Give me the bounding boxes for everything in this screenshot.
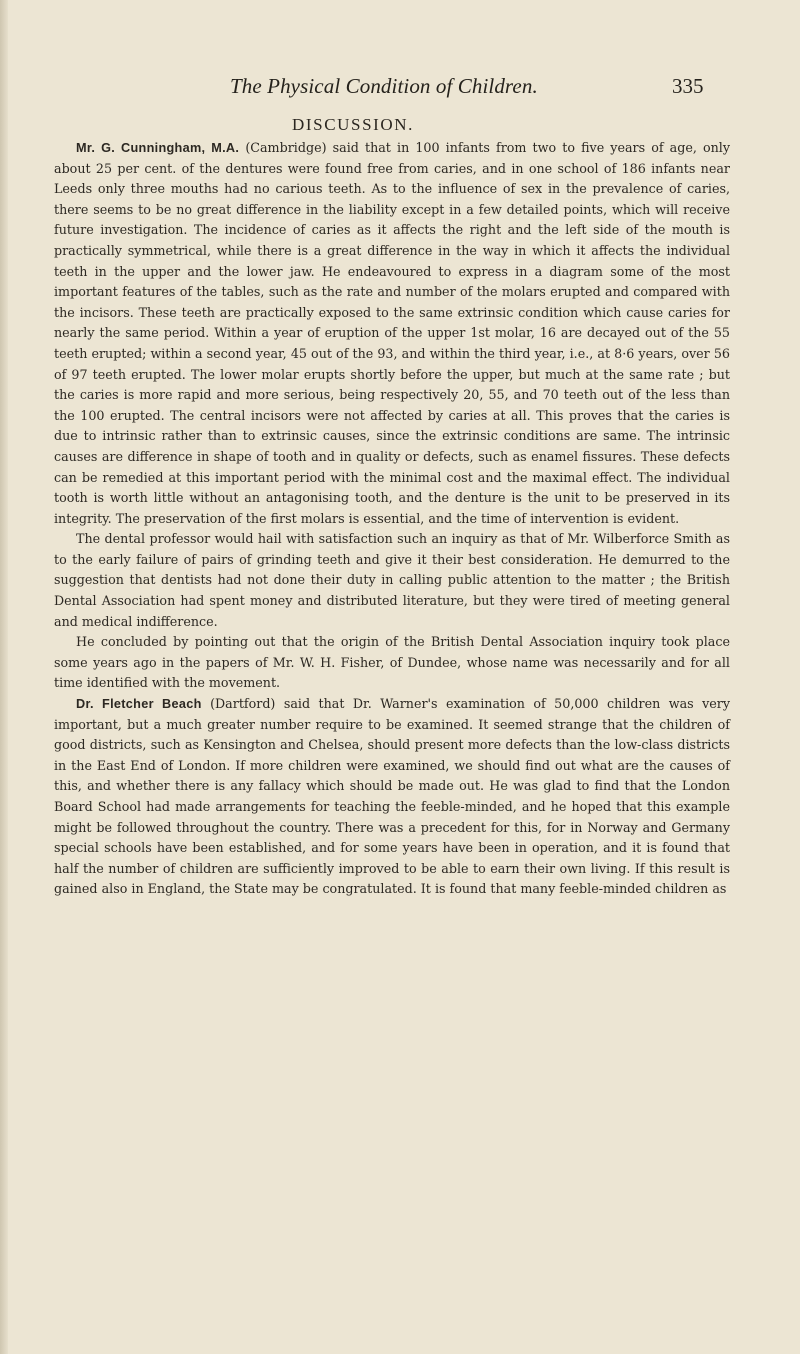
page-number: 335	[672, 74, 704, 98]
paragraph-cunningham	[54, 138, 730, 529]
paragraph-dental-professor	[54, 529, 730, 632]
speaker-name: Mr. G. Cunningham, M.A.	[76, 141, 240, 155]
body-text	[54, 138, 730, 900]
paragraph-conclusion	[54, 632, 730, 694]
paragraph-text: (Dartford) said that Dr. Warner's examination of 50,000 children was very important, but a much greater number require to be examined. It seemed strange that the children of good districts, such as Kensington and Chelsea, should present more defects than the low-class districts in the East End of London. If more children were examined, we should find out what are the causes of this, and whether there is any fallacy which should be made out. He was glad to find that the London Board School had made arrangements for teaching the feeble-minded, and he hoped that this example might be followed throughout the country. There was a precedent for this, for in Norway and Germany special schools have been established, and for some years have been in operation, and it is found that half the number of children are sufficiently improved to be able to earn their own living. If this result is gained also in England, the State may be congratulated. It is found that many feeble-minded children as	[54, 696, 730, 897]
paragraph-text: (Cambridge) said that in 100 infants from two to five years of age, only about 25 per cent. of the dentures were found free from caries, and in one school of 186 infants near Leeds only three mouths had no carious teeth. As to the influence of sex in the prevalence of caries, there seems to be no great difference in the liability except in a few detailed points, which will receive future investigation. The incidence of caries as it affects the right and the left side of the mouth is practically symmetrical, while there is a great difference in the way in which it affects the individual teeth in the upper and the lower jaw. He endeavoured to express in a diagram some of the most important features of the tables, such as the rate and number of the molars erupted and compared with the incisors. These teeth are practically exposed to the same extrinsic condition which cause caries for nearly the same period. Within a year of eruption of the upper 1st molar, 16 are decayed out of the 55 teeth erupted; within a second year, 45 out of the 93, and within the third year, i.e., at 8·6 years, over 56 of 97 teeth erupted. The lower molar erupts shortly before the upper, but much at the same rate ; but the caries is more rapid and more serious, being respectively 20, 55, and 70 teeth out of the less than the 100 erupted. The central incisors were not affected by caries at all. This proves that the caries is due to intrinsic rather than to extrinsic causes, since the extrinsic conditions are same. The intrinsic causes are difference in shape of tooth and in quality or defects, such as enamel fissures. These defects can be remedied at this important period with the minimal cost and the maximal effect. The individual tooth is worth little without an antagonising tooth, and the denture is the unit to be preserved in its integrity. The preservation of the first molars is essential, and the time of intervention is evident.	[54, 140, 731, 526]
speaker-name: Dr. Fletcher Beach	[76, 697, 202, 712]
paragraph-fletcher-beach	[54, 694, 730, 900]
paragraph-text: The dental professor would hail with satisfaction such an inquiry as that of Mr. Wilberforce Smith as to the early failure of pairs of grinding teeth and give it their best consideration. He demurred to the suggestion that dentists had not done their duty in calling public attention to the matter ; the British Dental Association had spent money and distributed literature, but they were tired of meeting general and medical indifference.	[54, 531, 730, 629]
section-heading: DISCUSSION.	[292, 115, 414, 134]
running-header-title: The Physical Condition of Children.	[230, 74, 538, 98]
paragraph-text: He concluded by pointing out that the origin of the British Dental Association inquiry took place some years ago in the papers of Mr. W. H. Fisher, of Dundee, whose name was necessarily and for all time identified with the movement.	[54, 634, 730, 691]
